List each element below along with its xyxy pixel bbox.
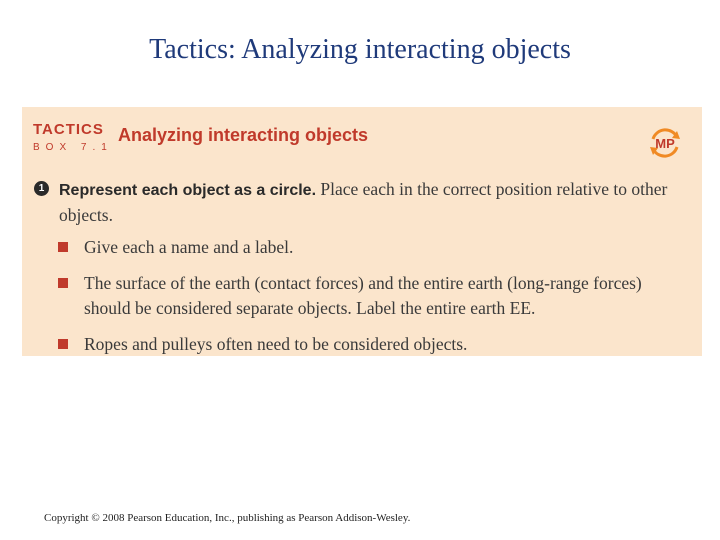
bullet-square-icon [58, 278, 68, 288]
list-item [56, 235, 692, 260]
tactics-header [22, 107, 702, 163]
slide-title: Tactics: Analyzing interacting objects [149, 34, 571, 65]
step-1 [34, 177, 694, 228]
bullet-list [56, 235, 692, 368]
bullet-text: Ropes and pulleys often need to be considered objects. [84, 334, 468, 354]
bullet-text: Give each a name and a label. [84, 237, 294, 257]
box-label [33, 121, 113, 155]
list-item [56, 271, 692, 321]
step-number-icon: 1 [34, 181, 49, 196]
box-word: TACTICS [33, 121, 104, 138]
mp-badge-label: MP [655, 136, 675, 151]
tactics-title: Analyzing interacting objects [118, 125, 369, 145]
bullet-square-icon [58, 339, 68, 349]
step-rest-text: Place each in the correct position relative to other objects. [59, 179, 668, 225]
step-text [59, 177, 694, 228]
mp-badge-icon [647, 125, 683, 161]
box-number: BOX 7.1 [33, 142, 113, 153]
step-bold-text: Represent each object as a circle. [59, 182, 317, 199]
list-item [56, 332, 692, 357]
bullet-square-icon [58, 242, 68, 252]
copyright-notice: Copyright © 2008 Pearson Education, Inc., publishing as Pearson Addison-Wesley. [44, 512, 411, 524]
tactics-box [22, 107, 702, 356]
bullet-text: The surface of the earth (contact forces) and the entire earth (long-range forces) should be considered separate objects. Label the entire earth EE. [84, 273, 642, 318]
